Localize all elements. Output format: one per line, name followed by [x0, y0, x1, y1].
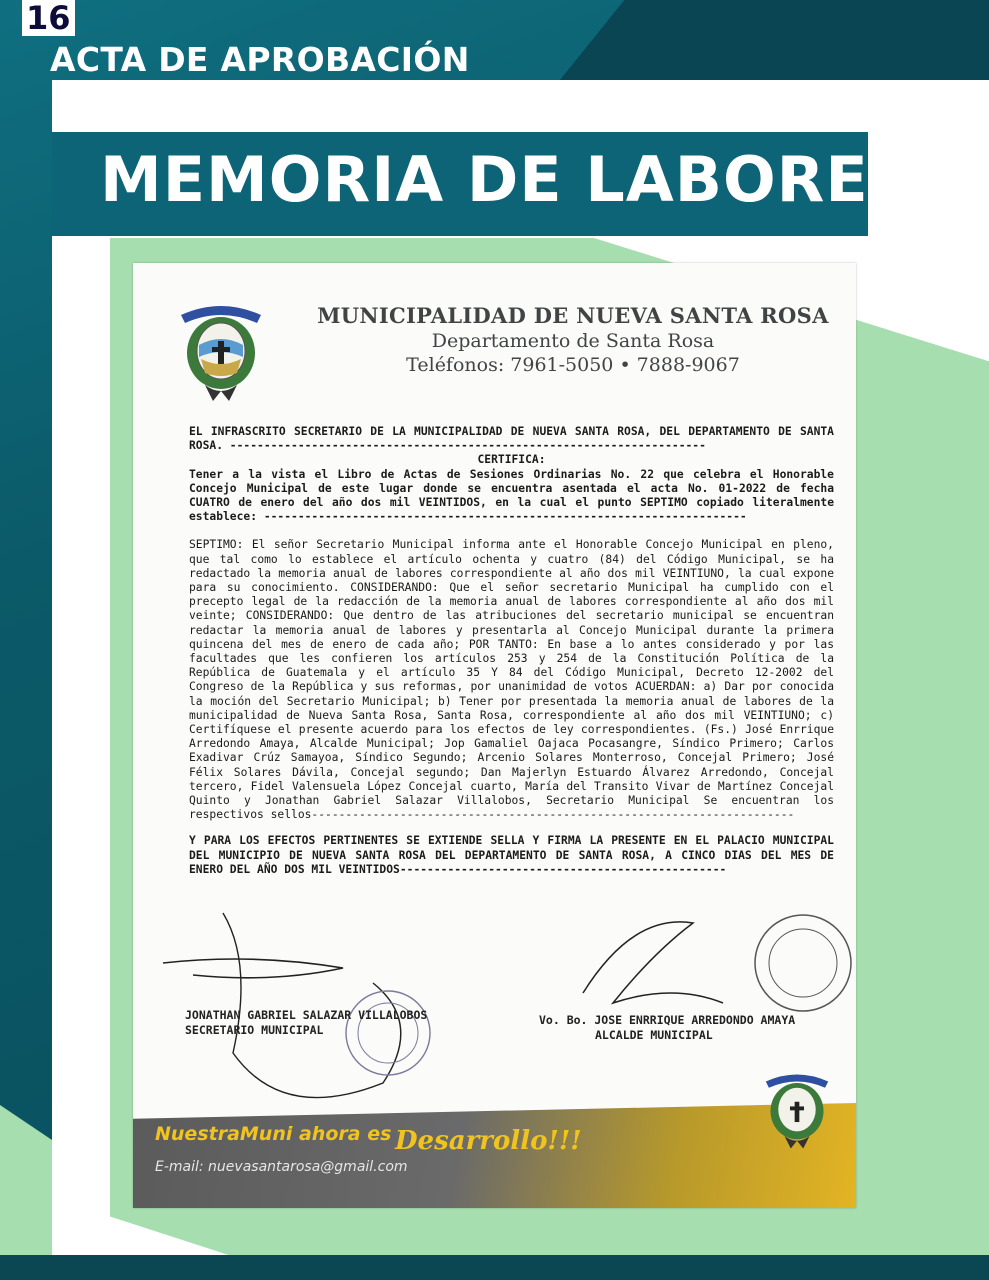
- certifica-heading: CERTIFICA:: [477, 453, 546, 467]
- section-kicker: ACTA DE APROBACIÓN: [50, 40, 470, 79]
- document-body: [189, 425, 834, 877]
- bottom-strip: [0, 1255, 989, 1280]
- document-letterhead: [308, 303, 838, 376]
- signature-block-secretary: [185, 1008, 427, 1038]
- mayor-role: ALCALDE MUNICIPAL: [595, 1028, 713, 1042]
- closing-paragraph: Y PARA LOS EFECTOS PERTINENTES SE EXTIENDE SELLA Y FIRMA LA PRESENTE EN EL PALACIO MUNICIPAL DEL MUNICIPIO DE NUEVA SANTA ROSA DEL DEPARTAMENTO DE SANTA ROSA, A CINCO DIAS DEL MES DE ENERO DEL AÑO DOS MIL VEINTIDOS------------------------------------------------: [189, 834, 834, 876]
- intro-paragraph: EL INFRASCRITO SECRETARIO DE LA MUNICIPALIDAD DE NUEVA SANTA ROSA, DEL DEPARTAMENTO DE SANTA ROSA. ----------------------------------------------------------------------: [189, 425, 834, 453]
- footer-email: E-mail: nuevasantarosa@gmail.com: [155, 1159, 408, 1175]
- mayor-name: Vo. Bo. JOSE ENRRIQUE ARREDONDO AMAYA: [539, 1013, 796, 1027]
- certifica-paragraph: Tener a la vista el Libro de Actas de Sesiones Ordinarias No. 22 que celebra el Honorable Concejo Municipal de este lugar donde se encuentra asentada el acta No. 01-2022 de fecha CUATRO de enero del año dos mil VEINTIDOS, en la cual el punto SEPTIMO copiado literalmente establece: -----------------------------------------------------------------------: [189, 467, 834, 524]
- footer-slogan: NuestraMuni ahora es: [155, 1123, 392, 1145]
- secretary-role: SECRETARIO MUNICIPAL: [185, 1023, 324, 1037]
- header-dark-strip: [560, 0, 989, 80]
- phone-numbers: Teléfonos: 7961-5050 • 7888-9067: [406, 354, 740, 376]
- scanned-document: [133, 263, 856, 1208]
- footer-seal-icon: [758, 1063, 836, 1157]
- municipal-seal-icon: [171, 293, 271, 409]
- department-name: Departamento de Santa Rosa: [431, 330, 715, 352]
- footer-slogan-highlight: Desarrollo!!!: [395, 1126, 582, 1156]
- secretary-name: JONATHAN GABRIEL SALAZAR VILLALOBOS: [185, 1008, 428, 1022]
- page-title: MEMORIA DE LABORES: [100, 143, 915, 216]
- page-number: 16: [22, 0, 75, 36]
- signature-block-mayor: [539, 1013, 795, 1043]
- municipality-name: MUNICIPALIDAD DE NUEVA SANTA ROSA: [317, 303, 829, 328]
- septimo-paragraph: SEPTIMO: El señor Secretario Municipal informa ante el Honorable Concejo Municipal en pleno, que tal como lo establece el artículo ochenta y cuatro (84) del Código Municipal, se ha redactado la memoria anual de labores correspondiente al año dos mil VEINTIUNO, la cual expone para su conocimiento. CONSIDERANDO: Que el señor secretario Municipal ha cumplido con el precepto legal de la redacción de la memoria anual de labores correspondiente al año dos mil veinte; CONSIDERANDO: Que dentro de las atribuciones del secretario municipal se encuentran redactar la memoria anual de labores y presentarla al Concejo Municipal durante la primera quincena del mes de enero de cada año; POR TANTO: En base a lo antes considerado y por las facultades que les confieren los artículos 253 y 254 de la Constitución Política de la República de Guatemala y el artículo 35 Y 84 del Código Municipal, Decreto 12-2002 del Congreso de la República y sus reformas, por unanimidad de votos ACUERDAN: a) Dar por conocida la moción del Secretario Municipal; b) Tener por presentada la memoria anual de labores de la municipalidad de Nueva Santa Rosa, Santa Rosa, correspondiente al año dos mil VEINTIUNO; c) Certifíquese el presente acuerdo para los efectos de ley correspondientes. (Fs.) José Enrrique Arredondo Amaya, Alcalde Municipal; Jop Gamaliel Oajaca Pocasangre, Síndico Primero; Carlos Exadivar Crúz Samayoa, Síndico Segundo; Arcenio Solares Monterroso, Concejal Primero; José Félix Solares Dávila, Concejal segundo; Dan Majerlyn Estuardo Álvarez Arredondo, Concejal tercero, Fidel Valensuela López Concejal cuarto, María del Transito Vivar de Martínez Concejal Quinto y Jonathan Gabriel Salazar Villalobos, Secretario Municipal Se encuentran los respectivos sellos-----------------------------------------------------------------------: [189, 538, 834, 822]
